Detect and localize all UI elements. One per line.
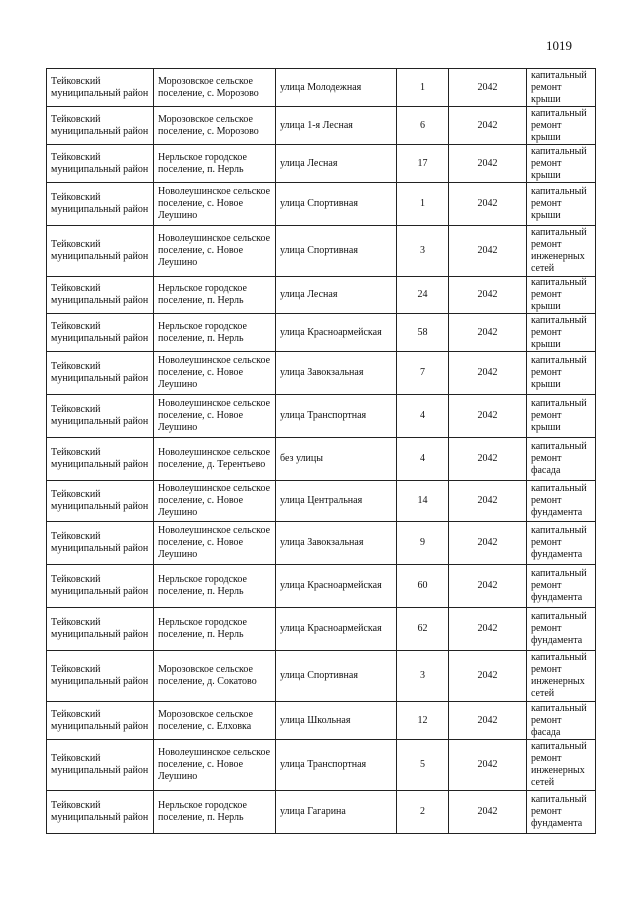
- settlement-cell: Морозовское сельское поселение, с. Морозово: [154, 107, 276, 145]
- house-number-cell: 4: [397, 438, 449, 481]
- house-number-cell: 3: [397, 226, 449, 277]
- district-cell: Тейковский муниципальный район: [47, 314, 154, 352]
- table-row: [47, 608, 596, 651]
- house-number-cell: 12: [397, 702, 449, 740]
- year-cell: 2042: [449, 183, 527, 226]
- district-cell: Тейковский муниципальный район: [47, 791, 154, 834]
- year-cell: 2042: [449, 702, 527, 740]
- street-cell: улица Гагарина: [276, 791, 397, 834]
- house-number-cell: 3: [397, 651, 449, 702]
- settlement-cell: Новолеушинское сельское поселение, с. Новое Леушино: [154, 481, 276, 522]
- settlement-cell: Новолеушинское сельское поселение, с. Новое Леушино: [154, 395, 276, 438]
- table-row: [47, 277, 596, 314]
- street-cell: улица Красноармейская: [276, 608, 397, 651]
- work-type-cell: капитальный ремонт крыши: [527, 352, 596, 395]
- street-cell: улица Завокзальная: [276, 352, 397, 395]
- work-type-cell: капитальный ремонт инженерных сетей: [527, 740, 596, 791]
- district-cell: Тейковский муниципальный район: [47, 395, 154, 438]
- street-cell: без улицы: [276, 438, 397, 481]
- district-cell: Тейковский муниципальный район: [47, 352, 154, 395]
- table-row: [47, 481, 596, 522]
- table-row: [47, 226, 596, 277]
- settlement-cell: Новолеушинское сельское поселение, с. Новое Леушино: [154, 522, 276, 565]
- house-number-cell: 17: [397, 145, 449, 183]
- district-cell: Тейковский муниципальный район: [47, 226, 154, 277]
- street-cell: улица Центральная: [276, 481, 397, 522]
- district-cell: Тейковский муниципальный район: [47, 608, 154, 651]
- work-type-cell: капитальный ремонт крыши: [527, 107, 596, 145]
- housing-repair-table: [46, 68, 596, 834]
- year-cell: 2042: [449, 107, 527, 145]
- year-cell: 2042: [449, 740, 527, 791]
- work-type-cell: капитальный ремонт крыши: [527, 395, 596, 438]
- table-row: [47, 107, 596, 145]
- work-type-cell: капитальный ремонт фундамента: [527, 608, 596, 651]
- year-cell: 2042: [449, 651, 527, 702]
- district-cell: Тейковский муниципальный район: [47, 651, 154, 702]
- year-cell: 2042: [449, 438, 527, 481]
- house-number-cell: 9: [397, 522, 449, 565]
- house-number-cell: 1: [397, 183, 449, 226]
- district-cell: Тейковский муниципальный район: [47, 277, 154, 314]
- year-cell: 2042: [449, 608, 527, 651]
- work-type-cell: капитальный ремонт фундамента: [527, 481, 596, 522]
- year-cell: 2042: [449, 481, 527, 522]
- settlement-cell: Новолеушинское сельское поселение, с. Новое Леушино: [154, 352, 276, 395]
- district-cell: Тейковский муниципальный район: [47, 522, 154, 565]
- work-type-cell: капитальный ремонт крыши: [527, 69, 596, 107]
- work-type-cell: капитальный ремонт крыши: [527, 277, 596, 314]
- settlement-cell: Нерльское городское поселение, п. Нерль: [154, 314, 276, 352]
- settlement-cell: Новолеушинское сельское поселение, д. Терентьево: [154, 438, 276, 481]
- district-cell: Тейковский муниципальный район: [47, 69, 154, 107]
- work-type-cell: капитальный ремонт инженерных сетей: [527, 651, 596, 702]
- year-cell: 2042: [449, 145, 527, 183]
- year-cell: 2042: [449, 395, 527, 438]
- year-cell: 2042: [449, 352, 527, 395]
- work-type-cell: капитальный ремонт фасада: [527, 702, 596, 740]
- work-type-cell: капитальный ремонт фасада: [527, 438, 596, 481]
- year-cell: 2042: [449, 69, 527, 107]
- table-row: [47, 395, 596, 438]
- year-cell: 2042: [449, 277, 527, 314]
- year-cell: 2042: [449, 226, 527, 277]
- house-number-cell: 5: [397, 740, 449, 791]
- street-cell: улица Красноармейская: [276, 314, 397, 352]
- table-row: [47, 522, 596, 565]
- street-cell: улица 1-я Лесная: [276, 107, 397, 145]
- table-row: [47, 651, 596, 702]
- work-type-cell: капитальный ремонт фундамента: [527, 565, 596, 608]
- settlement-cell: Морозовское сельское поселение, с. Морозово: [154, 69, 276, 107]
- district-cell: Тейковский муниципальный район: [47, 702, 154, 740]
- house-number-cell: 58: [397, 314, 449, 352]
- district-cell: Тейковский муниципальный район: [47, 438, 154, 481]
- house-number-cell: 62: [397, 608, 449, 651]
- street-cell: улица Школьная: [276, 702, 397, 740]
- table-row: [47, 69, 596, 107]
- house-number-cell: 4: [397, 395, 449, 438]
- settlement-cell: Новолеушинское сельское поселение, с. Новое Леушино: [154, 183, 276, 226]
- settlement-cell: Нерльское городское поселение, п. Нерль: [154, 565, 276, 608]
- district-cell: Тейковский муниципальный район: [47, 183, 154, 226]
- table-row: [47, 702, 596, 740]
- district-cell: Тейковский муниципальный район: [47, 107, 154, 145]
- page-number: 1019: [546, 38, 572, 53]
- district-cell: Тейковский муниципальный район: [47, 145, 154, 183]
- street-cell: улица Лесная: [276, 145, 397, 183]
- year-cell: 2042: [449, 314, 527, 352]
- table-row: [47, 183, 596, 226]
- house-number-cell: 14: [397, 481, 449, 522]
- settlement-cell: Нерльское городское поселение, п. Нерль: [154, 791, 276, 834]
- district-cell: Тейковский муниципальный район: [47, 740, 154, 791]
- settlement-cell: Новолеушинское сельское поселение, с. Новое Леушино: [154, 740, 276, 791]
- table-row: [47, 565, 596, 608]
- settlement-cell: Новолеушинское сельское поселение, с. Новое Леушино: [154, 226, 276, 277]
- street-cell: улица Транспортная: [276, 395, 397, 438]
- year-cell: 2042: [449, 522, 527, 565]
- work-type-cell: капитальный ремонт крыши: [527, 314, 596, 352]
- work-type-cell: капитальный ремонт фундамента: [527, 791, 596, 834]
- table-row: [47, 352, 596, 395]
- street-cell: улица Спортивная: [276, 183, 397, 226]
- work-type-cell: капитальный ремонт фундамента: [527, 522, 596, 565]
- settlement-cell: Нерльское городское поселение, п. Нерль: [154, 145, 276, 183]
- table-row: [47, 314, 596, 352]
- work-type-cell: капитальный ремонт инженерных сетей: [527, 226, 596, 277]
- house-number-cell: 7: [397, 352, 449, 395]
- district-cell: Тейковский муниципальный район: [47, 481, 154, 522]
- settlement-cell: Морозовское сельское поселение, д. Сокатово: [154, 651, 276, 702]
- street-cell: улица Молодежная: [276, 69, 397, 107]
- table-row: [47, 791, 596, 834]
- year-cell: 2042: [449, 565, 527, 608]
- street-cell: улица Лесная: [276, 277, 397, 314]
- house-number-cell: 60: [397, 565, 449, 608]
- house-number-cell: 1: [397, 69, 449, 107]
- year-cell: 2042: [449, 791, 527, 834]
- table-row: [47, 145, 596, 183]
- table-row: [47, 438, 596, 481]
- street-cell: улица Спортивная: [276, 226, 397, 277]
- street-cell: улица Завокзальная: [276, 522, 397, 565]
- district-cell: Тейковский муниципальный район: [47, 565, 154, 608]
- house-number-cell: 2: [397, 791, 449, 834]
- house-number-cell: 6: [397, 107, 449, 145]
- house-number-cell: 24: [397, 277, 449, 314]
- street-cell: улица Спортивная: [276, 651, 397, 702]
- work-type-cell: капитальный ремонт крыши: [527, 145, 596, 183]
- table-row: [47, 740, 596, 791]
- settlement-cell: Нерльское городское поселение, п. Нерль: [154, 608, 276, 651]
- settlement-cell: Нерльское городское поселение, п. Нерль: [154, 277, 276, 314]
- street-cell: улица Красноармейская: [276, 565, 397, 608]
- settlement-cell: Морозовское сельское поселение, с. Елховка: [154, 702, 276, 740]
- street-cell: улица Транспортная: [276, 740, 397, 791]
- work-type-cell: капитальный ремонт крыши: [527, 183, 596, 226]
